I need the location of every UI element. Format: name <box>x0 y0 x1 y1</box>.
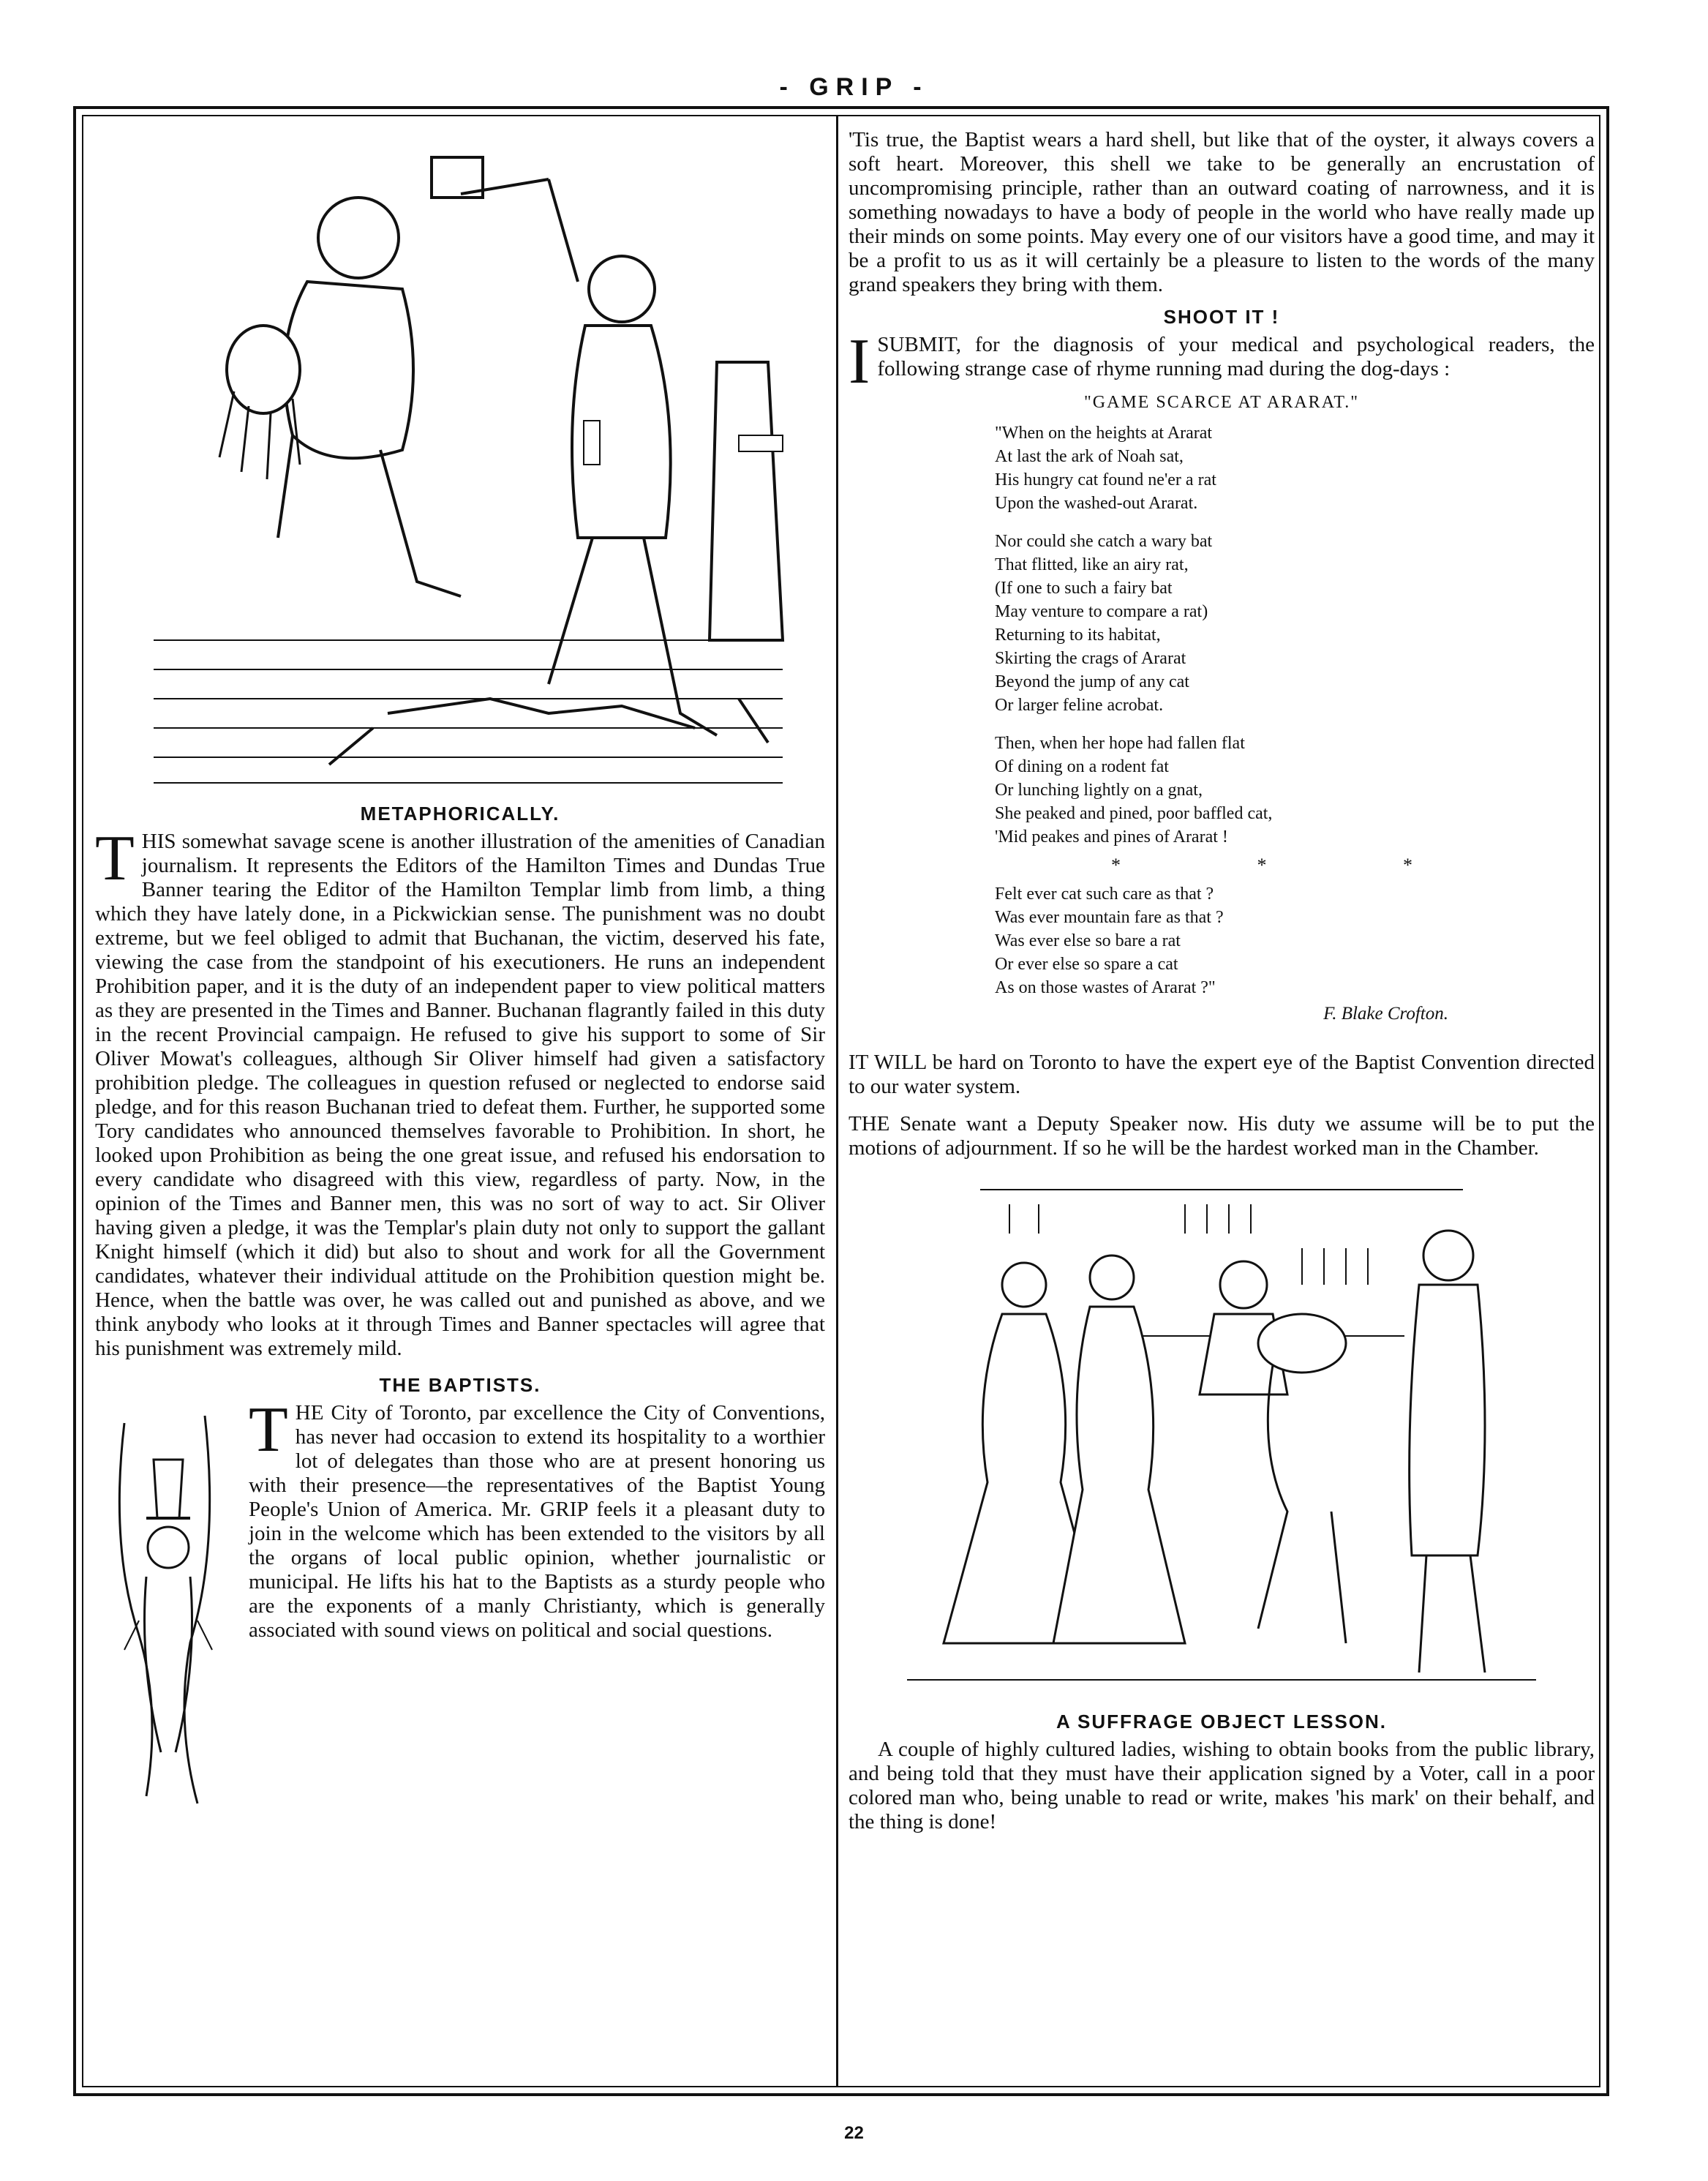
poem-signature: F. Blake Crofton. <box>1323 1004 1448 1024</box>
suffrage-heading: A SUFFRAGE OBJECT LESSON. <box>1056 1711 1388 1733</box>
mr-grip-hat-drawing <box>95 1401 234 1811</box>
shoot-it-heading: SHOOT IT ! <box>1163 306 1280 328</box>
senate-note: THE Senate want a Deputy Speaker now. His duty we assume will be to put the motions of adjournment. If so he will be the hardest worked man in the Chamber. <box>849 1112 1595 1160</box>
masthead: - GRIP - <box>779 73 929 101</box>
poem <box>849 421 1595 999</box>
left-column <box>95 128 825 1811</box>
baptists-text: HE City of Toronto, par excellence the City of Conventions, has never had occasion to extend its hospitality to a worthier lot of delegates than those who are at present honoring us with their presence—the representatives of the Baptist Young People's Union of America. Mr. GRIP feels it a pleasant duty to join in the welcome which has been extended to the visitors by all the organs of local public opinion, whether journalistic or municipal. He lifts his hat to the Baptists as a sturdy people who are the exponents of a manly Christianty, which is generally associated with sound views on political and social questions. <box>249 1401 825 1642</box>
poem-stanza-3: Then, when her hope had fallen flat Of dining on a rodent fat Or lunching lightly on a gnat, She peaked and pined, poor baffled cat, 'Mid peakes and pines of Ararat ! <box>995 734 1273 847</box>
right-column <box>849 128 1595 1834</box>
shoot-it-dropcap: I <box>849 326 870 397</box>
water-note: IT WILL be hard on Toronto to have the expert eye of the Baptist Convention directed to our water system. <box>849 1051 1595 1098</box>
metaphorically-text: HIS somewhat savage scene is another illustration of the amenities of Canadian journalism. It represents the Editors of the Hamilton Times and Dundas True Banner tearing the Editor of the Hamilton Templar limb from limb, a thing which they have lately done, in a Pickwickian sense. The punishment was no doubt extreme, but we feel obliged to admit that Buchanan, the victim, deserved his fate, viewing the case from the standpoint of his executioners. He runs an independent Prohibition paper, and it is the duty of an independent paper to view political matters as they are presented in the Times and Banner. Buchanan flagrantly failed in this duty in the recent Provincial campaign. He refused to give his support to some of Sir Oliver Mowat's colleagues, although Sir Oliver himself had given a satisfactory prohibition pledge. The colleagues in question refused or neglected to endorse said pledge, and for this reason Buchanan tried to defeat them. Further, he supported some Tory candidates who announced themselves favorable to Prohibition. In short, he looked upon Prohibition as being the one great issue, and refused his endorsation to every candidate who disagreed with this view, regardless of party. Now, in the opinion of the Times and Banner men, this was no sort of way to act. Sir Oliver having given a pledge, it was the Templar's plain duty not only to support the gallant Knight himself (which it did) but also to shout and work for all the Government candidates, whatever their individual attitude on the Prohibition question might be. Hence, when the battle was over, he was called out and punished as above, and we think anybody who looks at it through Times and Banner spectacles will agree that his punishment was extremely mild. <box>95 830 825 1360</box>
suffrage-drawing <box>892 1175 1551 1702</box>
poem-stanza-2: Nor could she catch a wary bat That flitted, like an airy rat, (If one to such a fairy bat May venture to compare a rat) Returning to its habitat, Skirting the crags of Ararat Beyond the jump of any cat Or larger feline acrobat. <box>995 532 1213 715</box>
poem-stanza-4: Felt ever cat such care as that ? Was ever mountain fare as that ? Was ever else so bare a rat Or ever else so spare a cat As on those wastes of Ararat ?" <box>995 885 1224 997</box>
poem-stars: * * * <box>1111 855 1478 876</box>
metaphorically-dropcap: T <box>95 823 135 894</box>
poem-title: "GAME SCARCE AT ARARAT." <box>1083 393 1360 412</box>
baptists-continued: 'Tis true, the Baptist wears a hard shell, but like that of the oyster, it always covers a soft heart. Moreover, this shell we take to be generally an encrustation of uncompromising principle, rather than an outward coating of narrowness, and it is something nowadays to have a body of people in the world who have really made up their minds on some points. May every one of our visitors have a good time, and may it be a profit to us as it will certainly be a pleasure to listen to the words of the many grand speakers they bring with them. <box>849 128 1595 296</box>
shoot-it-intro-text: SUBMIT, for the diagnosis of your medical and psychological readers, the following strange case of rhyme running mad during the dog-days : <box>877 333 1595 380</box>
metaphorically-cartoon <box>139 128 797 794</box>
baptists-heading: THE BAPTISTS. <box>379 1374 541 1396</box>
cartoon-editors-drawing <box>139 128 797 794</box>
suffrage-caption: A couple of highly cultured ladies, wishing to obtain books from the public library, and being told that they must have their application signed by a Voter, call in a poor colored man who, being unable to read or write, makes 'his mark' on their behalf, and the thing is done! <box>849 1738 1595 1833</box>
metaphorically-heading: METAPHORICALLY. <box>360 803 560 825</box>
shoot-it-intro <box>849 326 1595 397</box>
poem-stanza-1: "When on the heights at Ararat At last the ark of Noah sat, His hungry cat found ne'er a rat Upon the washed-out Ararat. <box>995 424 1216 513</box>
suffrage-cartoon <box>892 1175 1551 1702</box>
baptists-dropcap: T <box>249 1394 288 1465</box>
page-number: 22 <box>844 2123 864 2143</box>
metaphorically-article <box>95 823 825 1361</box>
baptists-vignette <box>95 1401 234 1811</box>
column-divider <box>836 115 838 2087</box>
